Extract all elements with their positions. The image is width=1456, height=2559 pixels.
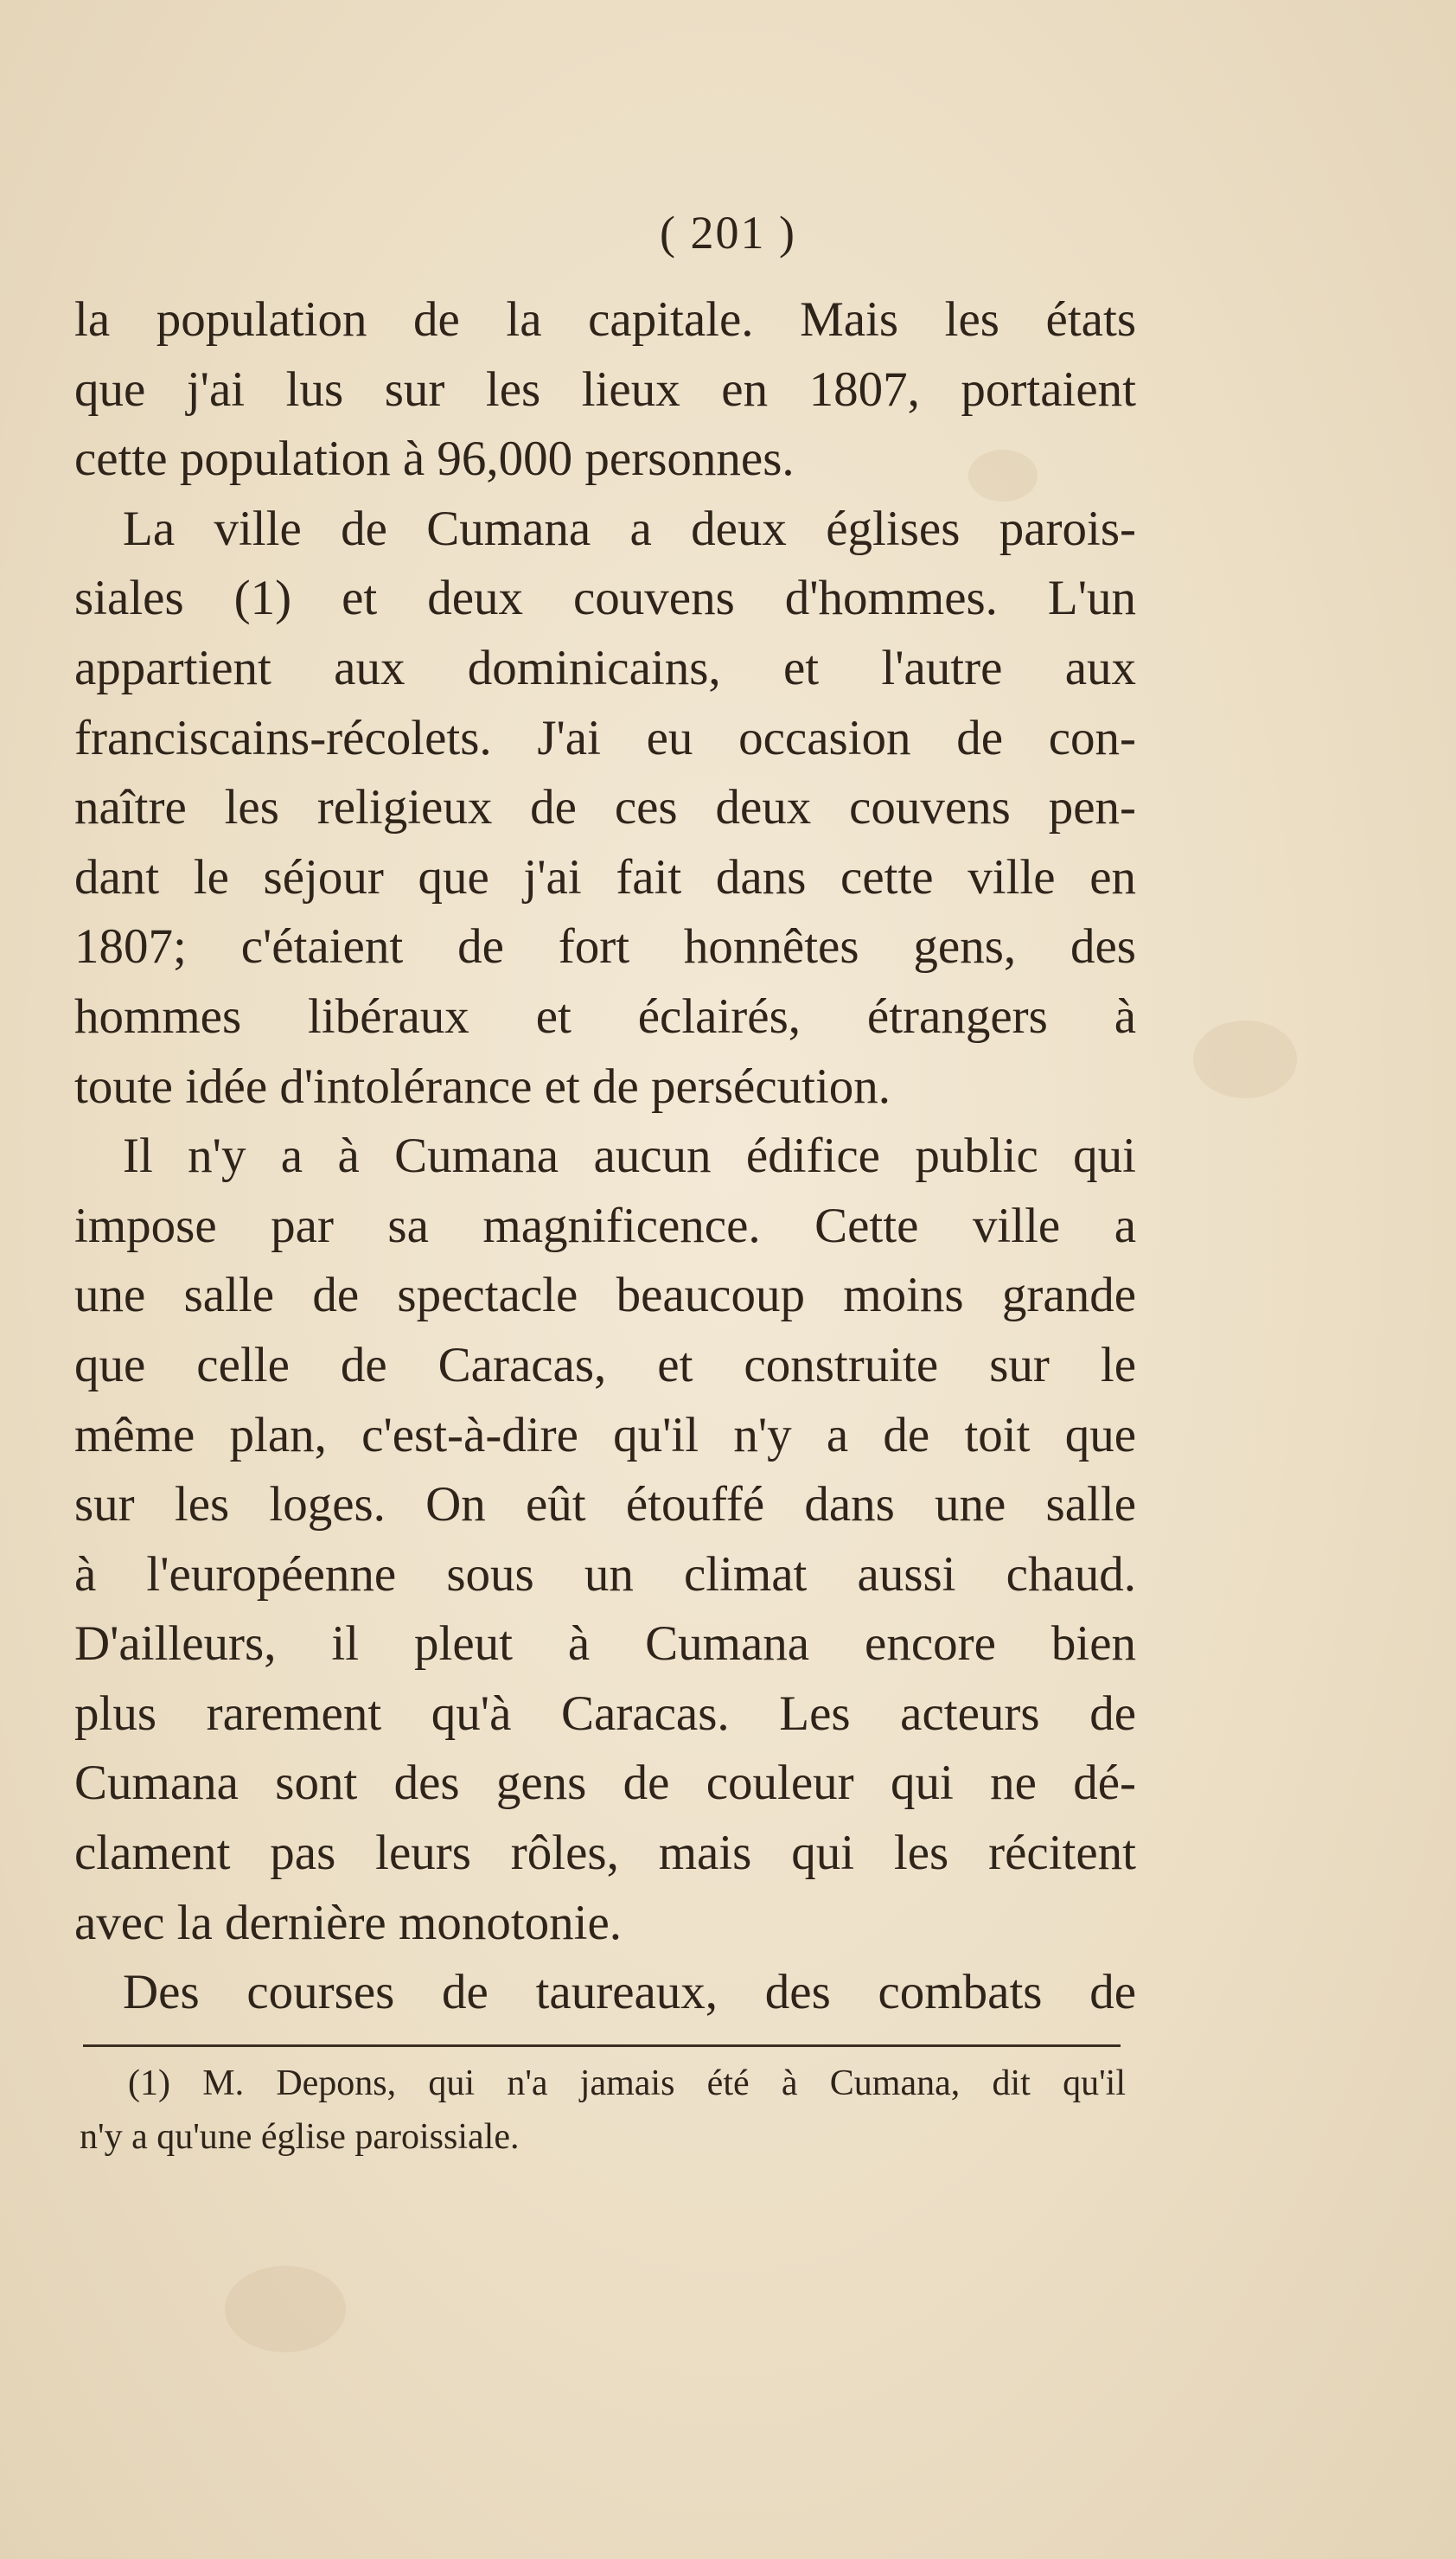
body-text xyxy=(74,285,1136,2028)
footnote-block xyxy=(80,2057,1126,2164)
footnote-line: n'y a qu'une église paroissiale. xyxy=(80,2117,520,2157)
text-line: 1807; c'étaient de fort honnêtes gens, des xyxy=(74,919,1136,975)
text-line: toute idée d'intolérance et de persécution. xyxy=(74,1059,891,1114)
text-line: D'ailleurs, il pleut à Cumana encore bien xyxy=(74,1616,1136,1672)
footnote-divider xyxy=(83,2044,1121,2047)
text-line: La ville de Cumana a deux églises parois- xyxy=(123,501,1136,556)
text-line: franciscains-récolets. J'ai eu occasion de con- xyxy=(74,710,1136,765)
text-line: impose par sa magnificence. Cette ville a xyxy=(74,1198,1136,1253)
text-line: même plan, c'est-à-dire qu'il n'y a de toit que xyxy=(74,1407,1136,1462)
text-line: que celle de Caracas, et construite sur le xyxy=(74,1337,1136,1392)
text-line: dant le séjour que j'ai fait dans cette ville en xyxy=(74,849,1136,905)
paper-stain xyxy=(1193,1020,1297,1098)
text-line: que j'ai lus sur les lieux en 1807, portaient xyxy=(74,361,1136,417)
text-line: une salle de spectacle beaucoup moins grande xyxy=(74,1268,1136,1323)
text-line: clament pas leurs rôles, mais qui les récitent xyxy=(74,1826,1136,1881)
text-line: la population de la capitale. Mais les états xyxy=(74,292,1136,347)
text-line: sur les loges. On eût étouffé dans une salle xyxy=(74,1477,1136,1532)
text-line: plus rarement qu'à Caracas. Les acteurs de xyxy=(74,1686,1136,1741)
text-line: Il n'y a à Cumana aucun édifice public qui xyxy=(123,1129,1136,1184)
paper-stain xyxy=(225,2266,346,2352)
text-line: naître les religieux de ces deux couvens pen- xyxy=(74,780,1136,835)
text-line: Cumana sont des gens de couleur qui ne dé- xyxy=(74,1756,1136,1811)
text-line: Des courses de taureaux, des combats de xyxy=(123,1965,1136,2020)
page-number: ( 201 ) xyxy=(660,207,796,259)
text-line: hommes libéraux et éclairés, étrangers à xyxy=(74,988,1136,1044)
text-line: à l'européenne sous un climat aussi chaud. xyxy=(74,1546,1136,1602)
text-line: cette population à 96,000 personnes. xyxy=(74,432,795,487)
footnote-line: (1) M. Depons, qui n'a jamais été à Cumana, dit qu'il xyxy=(128,2063,1126,2103)
text-line: appartient aux dominicains, et l'autre aux xyxy=(74,640,1136,695)
text-line: siales (1) et deux couvens d'hommes. L'un xyxy=(74,571,1136,626)
text-line: avec la dernière monotonie. xyxy=(74,1895,623,1950)
